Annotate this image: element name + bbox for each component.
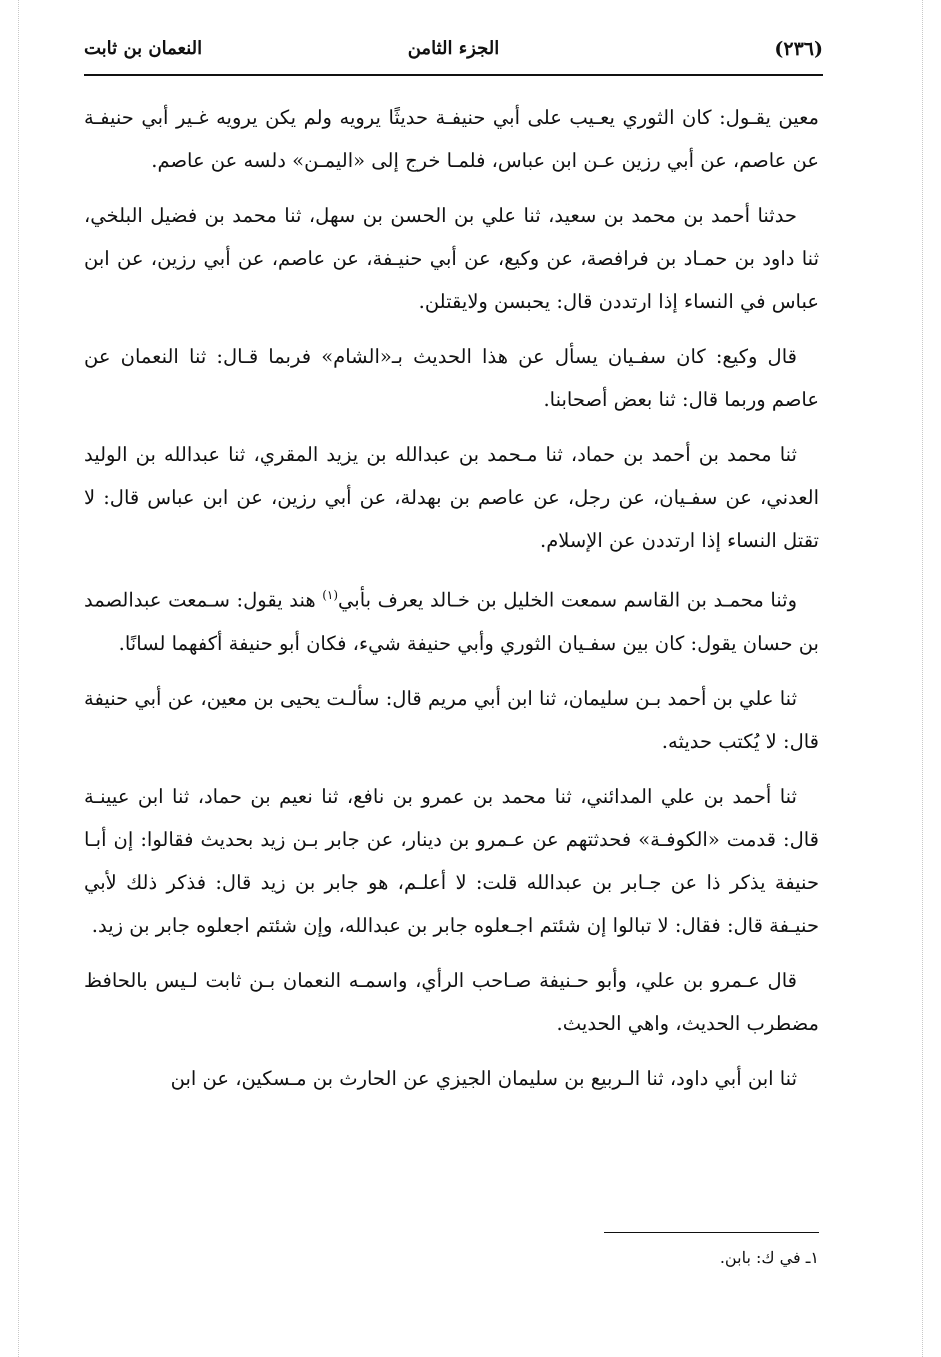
footnote: ١ـ في ك: بابن. bbox=[719, 1248, 819, 1267]
right-margin-dots bbox=[922, 0, 923, 1357]
page-number: (٢٣٦) bbox=[774, 38, 823, 60]
footnote-marker: (١) bbox=[322, 588, 339, 602]
paragraph-part: هند يقول: سـمعت عبدالصمد بن حسان يقول: كان بين سفـيان الثوري وأبي حنيفة شيء، فكان أبو حنيفة أكفهما لسانًا. bbox=[84, 588, 819, 655]
paragraph-part: وثنا محمـد بن القاسم سمعت الخليل بن خـالد يعرف بأبي bbox=[338, 588, 798, 612]
footnote-rule bbox=[604, 1232, 819, 1233]
paragraph: قال عـمرو بن علي، وأبو حـنيفة صـاحب الرأي، واسمـه النعمان بـن ثابت لـيس بالحافظ مضطرب الحديث، واهي الحديث. bbox=[84, 968, 819, 1035]
header-rule bbox=[84, 74, 823, 76]
paragraph bbox=[84, 574, 819, 665]
volume-title: الجزء الثامن bbox=[407, 38, 500, 59]
paragraph: حدثنا أحمد بن محمد بن سعيد، ثنا علي بن الحسن بن سهل، ثنا محمد بن فضيل البلخي، ثنا داود بن حمـاد بن فرافصة، عن وكيع، عن أبي حنيـفة، عن عاصم، عن أبي رزين، عن ابن عباس في النساء إذا ارتددن قال: يحبسن ولايقتلن. bbox=[84, 204, 819, 313]
left-margin-dots bbox=[18, 0, 19, 1357]
running-header bbox=[84, 38, 823, 72]
running-title: النعمان بن ثابت bbox=[84, 38, 203, 59]
paragraph: ثنا أحمد بن علي المدائني، ثنا محمد بن عمرو بن نافع، ثنا نعيم بن حماد، ثنا ابن عيينـة قال: قدمت «الكوفـة» فحدثتهم عن عـمرو بن دينار، عن جابر بـن زيد بحديث فقالوا: إن أبـا حنيفة يذكر ذا عن جـابر بن عبدالله قلت: لا أعلـم، هو جابر بن زيد قال: فذكر ذلك لأبي حنيـفة قال: فقال: لا تبالوا إن شئتم اجـعلوه جابر بن عبدالله، وإن شئتم اجعلوه جابر بن زيد. bbox=[84, 784, 819, 937]
paragraph: ثنا علي بن أحمد بـن سليمان، ثنا ابن أبي مريم قال: سألـت يحيى بن معين، عن أبي حنيفة قال: لا يُكتب حديثه. bbox=[84, 686, 819, 753]
paragraph: ثنا ابن أبي داود، ثنا الـربيع بن سليمان الجيزي عن الحارث بن مـسكين، عن ابن bbox=[170, 1066, 797, 1090]
paragraph: ثنا محمد بن أحمد بن حماد، ثنا مـحمد بن عبدالله بن يزيد المقري، ثنا عبدالله بن الوليد العدني، عن سفـيان، عن رجل، عن عاصم بن بهدلة، عن أبي رزين، عن ابن عباس قال: لا تقتل النساء إذا ارتددن عن الإسلام. bbox=[84, 443, 819, 552]
main-text bbox=[84, 96, 819, 1112]
paragraph: قال وكيع: كان سفـيان يسأل عن هذا الحديث بـ«الشام» فربما قـال: ثنا النعمان عن عاصم وربما قال: ثنا بعض أصحابنا. bbox=[84, 345, 819, 411]
paragraph: معين يقـول: كان الثوري يعـيب على أبي حنيفـة حديثًا يرويه ولم يكن يرويه غـير أبي حنيفـة عن عاصم، عن أبي رزين عـن ابن عباس، فلمـا خرج إلى «اليمـن» دلسه عن عاصم. bbox=[84, 106, 819, 172]
